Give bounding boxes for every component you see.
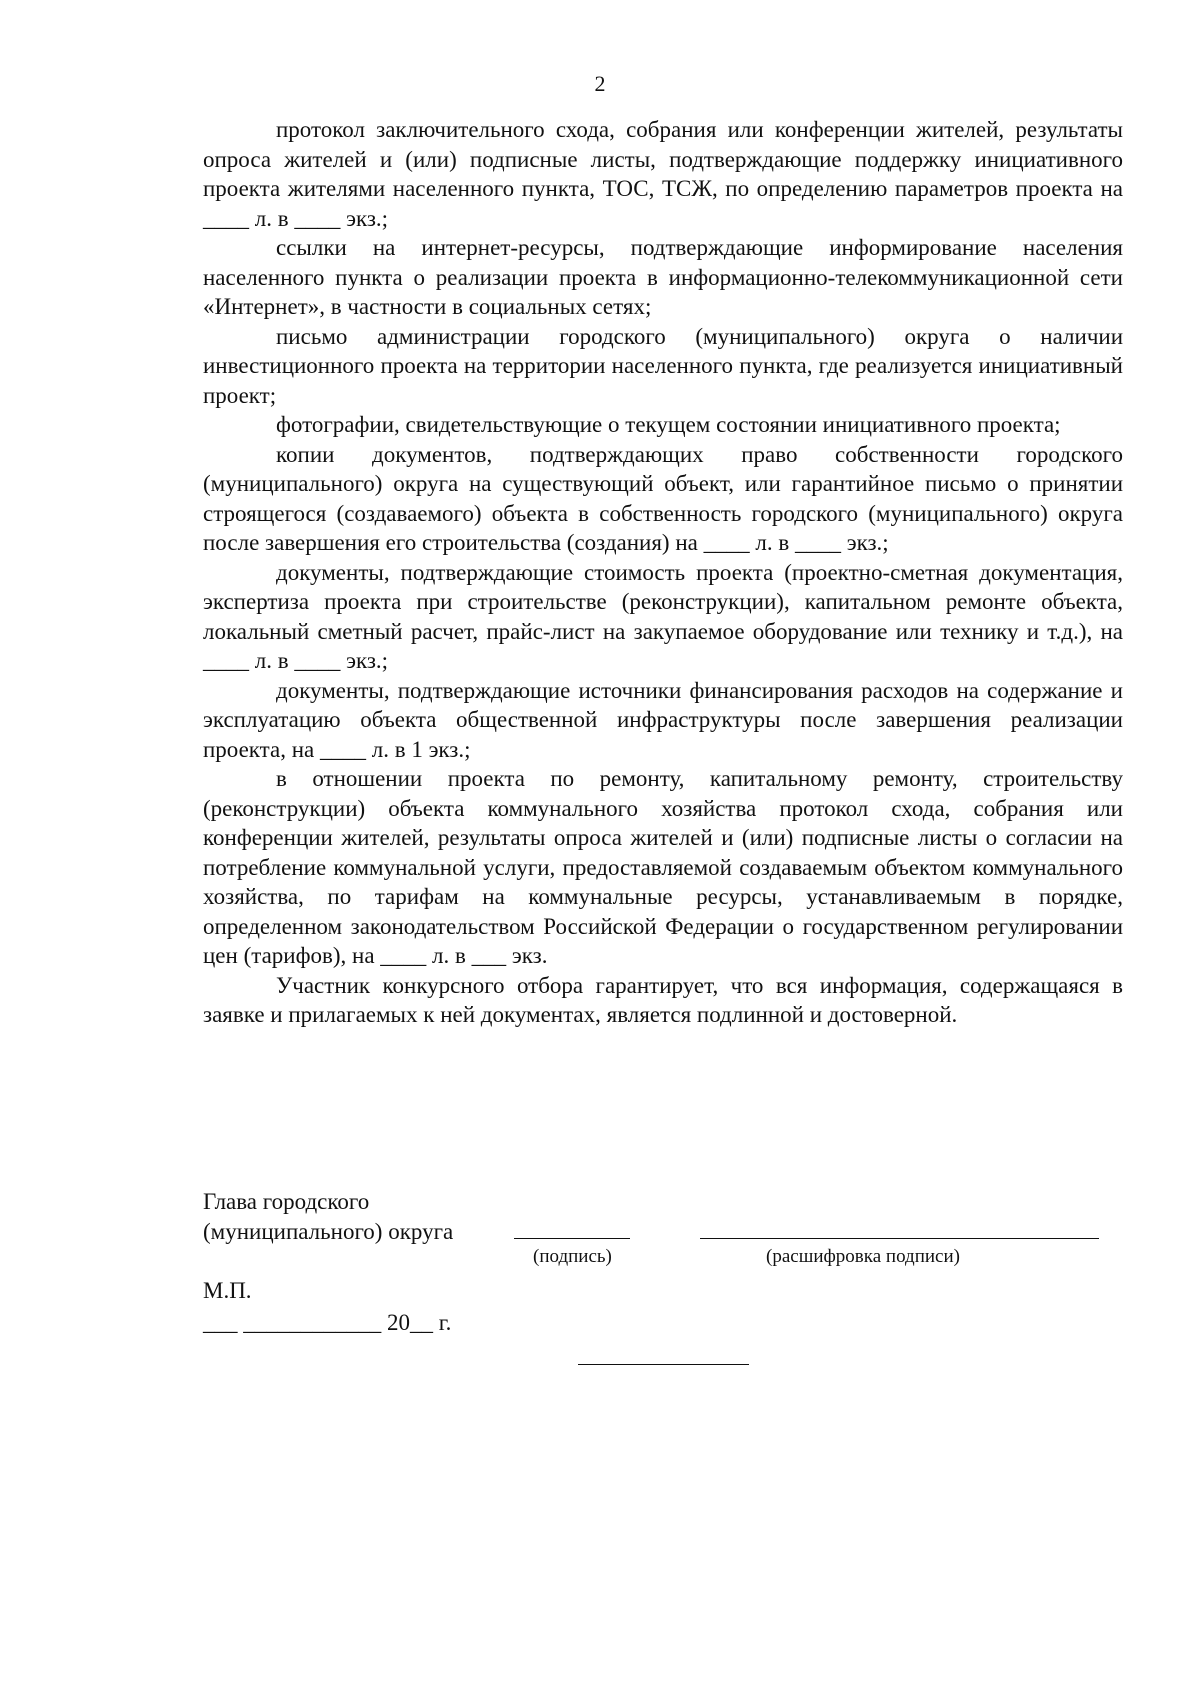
stamp-placeholder: М.П. [203, 1278, 252, 1303]
signatory-title-line1: Глава городского [203, 1189, 370, 1214]
paragraph-utility-project: в отношении проекта по ремонту, капитальному ремонту, строительству (реконструкции) объекта коммунального хозяйства протокол схода, собрания или конференции жителей, результаты опроса жителей и (или) подписные листы о согласии на потребление коммунальной услуги, предоставляемой создаваемым объектом коммунального хозяйства, по тарифам на коммунальные ресурсы, устанавливаемым в порядке, определенном законодательством Российской Федерации о государственном регулировании цен (тарифов), на ____ л. в ___ экз. [203, 766, 1123, 968]
document-body [203, 115, 1123, 1030]
signature-transcript-line [700, 1238, 1099, 1239]
end-of-document-rule [578, 1364, 749, 1365]
paragraph-photos: фотографии, свидетельствующие о текущем состоянии инициативного проекта; [276, 412, 1061, 437]
signature-line [514, 1238, 630, 1239]
page-number: 2 [594, 71, 606, 96]
signature-transcript-caption: (расшифровка подписи) [766, 1246, 960, 1267]
paragraph-cost-docs: документы, подтверждающие стоимость проекта (проектно-сметная документация, экспертиза проекта при строительстве (реконструкции), капитальном ремонте объекта, локальный сметный расчет, прайс-лист на закупаемое оборудование или технику и т.д.), на ____ л. в ____ экз.; [203, 559, 1123, 673]
paragraph-financing-docs: документы, подтверждающие источники финансирования расходов на содержание и эксплуатацию объекта общественной инфраструктуры после завершения реализации проекта, на ____ л. в 1 экз.; [203, 677, 1123, 762]
date-line: ___ ____________ 20__ г. [203, 1310, 452, 1335]
paragraph-ownership-docs: копии документов, подтверждающих право собственности городского (муниципального) округа на существующий объект, или гарантийное письмо о принятии строящегося (создаваемого) объекта в собственность городского (муниципального) округа после завершения его строительства (создания) на ____ л. в ____ экз.; [203, 441, 1123, 555]
signatory-title-line2: (муниципального) округа [203, 1219, 454, 1244]
paragraph-protocol: протокол заключительного схода, собрания или конференции жителей, результаты опроса жителей и (или) подписные листы, подтверждающие поддержку инициативного проекта жителями населенного пункта, ТОС, ТСЖ, по определению параметров проекта на ____ л. в ____ экз.; [203, 117, 1123, 231]
signature-caption: (подпись) [533, 1246, 612, 1267]
paragraph-administration-letter: письмо администрации городского (муниципального) округа о наличии инвестиционного проекта на территории населенного пункта, где реализуется инициативный проект; [203, 323, 1123, 408]
paragraph-internet-links: ссылки на интернет-ресурсы, подтверждающие информирование населения населенного пункта о реализации проекта в информационно-телекоммуникационной сети «Интернет», в частности в социальных сетях; [203, 235, 1123, 319]
paragraph-guarantee: Участник конкурсного отбора гарантирует, что вся информация, содержащаяся в заявке и прилагаемых к ней документах, является подлинной и достоверной. [203, 972, 1123, 1027]
